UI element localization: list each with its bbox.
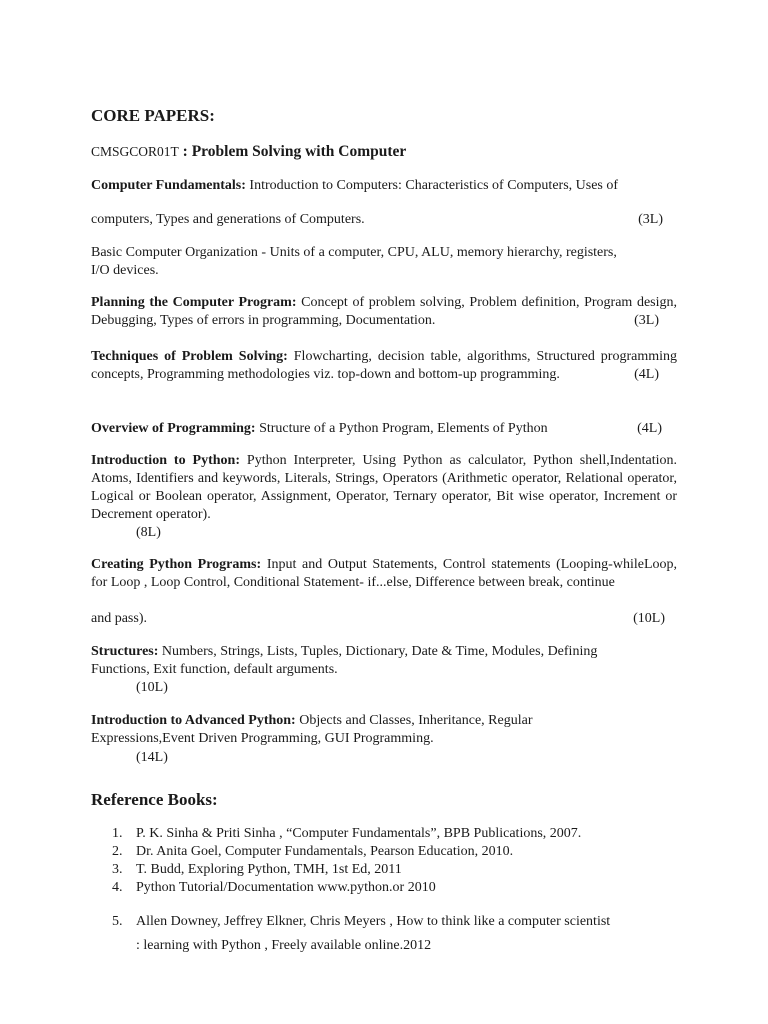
references-heading: Reference Books:: [91, 790, 218, 809]
list-text: T. Budd, Exploring Python, TMH, 1st Ed, 2011: [136, 862, 402, 877]
section-hours: (3L): [638, 212, 663, 227]
section-overview: [91, 420, 677, 438]
section-label: Techniques of Problem Solving:: [91, 349, 288, 364]
list-number: 2.: [112, 844, 123, 859]
section-hours: (8L): [136, 525, 161, 540]
course-code: CMSGCOR01T: [91, 144, 179, 159]
list-number: 5.: [112, 914, 123, 929]
section-text: Numbers, Strings, Lists, Tuples, Dictionary, Date & Time, Modules, Defining Functions, Exit function, default arguments.: [91, 644, 598, 677]
section-label: Planning the Computer Program:: [91, 295, 297, 310]
section-hours: (10L): [136, 680, 168, 695]
section-label: Overview of Programming:: [91, 421, 256, 436]
section-text: Concept of problem solving, Problem definition, Program design, Debugging, Types of errors in programming, Documentation.: [91, 295, 677, 328]
section-intro-python: [91, 452, 677, 524]
section-planning: [91, 294, 677, 330]
section-text: Flowcharting, decision table, algorithms, Structured programming concepts, Programming methodologies viz. top-down and bottom-up programming.: [91, 349, 677, 382]
section-organization: Basic Computer Organization - Units of a computer, CPU, ALU, memory hierarchy, registers,: [91, 245, 617, 260]
list-text: Dr. Anita Goel, Computer Fundamentals, Pearson Education, 2010.: [136, 844, 514, 859]
list-text: P. K. Sinha & Priti Sinha , “Computer Fundamentals”, BPB Publications, 2007.: [136, 826, 582, 841]
list-text-continued: : learning with Python , Freely available online.2012: [136, 938, 432, 953]
section-text: Structure of a Python Program, Elements of Python: [255, 421, 548, 436]
list-number: 4.: [112, 880, 123, 895]
section-hours: (3L): [634, 313, 659, 328]
list-number: 3.: [112, 862, 123, 877]
section-fundamentals-cont: [91, 211, 677, 229]
section-text: Python Interpreter, Using Python as calculator, Python shell,Indentation. Atoms, Identifiers and keywords, Literals, Strings, Operators (Arithmetic operator, Relational operator, Logical or Boolean operator, Assignment, Operator, Ternary operator, Bit wise operator, Increment or Decrement operator).: [91, 453, 677, 522]
section-organization-cont: I/O devices.: [91, 263, 159, 278]
section-label: Computer Fundamentals:: [91, 178, 246, 193]
course-name: Problem Solving with Computer: [191, 143, 407, 160]
list-number: 1.: [112, 826, 123, 841]
list-text: Allen Downey, Jeffrey Elkner, Chris Meyers , How to think like a computer scientist: [136, 914, 611, 929]
list-text: Python Tutorial/Documentation www.python.or 2010: [136, 880, 436, 895]
section-text: Introduction to Computers: Characteristics of Computers, Uses of: [245, 178, 619, 193]
section-text: Input and Output Statements, Control statements (Looping-whileLoop, for Loop , Loop Control, Conditional Statement- if...else, Difference between break, continue: [91, 557, 677, 590]
section-hours: (10L): [633, 611, 665, 626]
section-techniques: [91, 348, 677, 384]
section-creating: [91, 556, 677, 592]
section-text: computers, Types and generations of Computers.: [91, 212, 365, 227]
section-label: Creating Python Programs:: [91, 557, 262, 572]
course-title: [91, 143, 406, 162]
section-fundamentals: [91, 177, 677, 195]
section-advanced: [91, 712, 571, 748]
section-text: and pass).: [91, 611, 147, 626]
section-label: Introduction to Advanced Python:: [91, 713, 296, 728]
section-hours: (14L): [136, 750, 168, 765]
section-creating-end: [91, 610, 677, 628]
page-heading: CORE PAPERS:: [91, 106, 215, 125]
section-label: Introduction to Python:: [91, 453, 240, 468]
section-hours: (4L): [634, 367, 659, 382]
section-structures: [91, 643, 651, 679]
section-text: Objects and Classes, Inheritance, Regular Expressions,Event Driven Programming, GUI Programming.: [91, 713, 533, 746]
section-hours: (4L): [637, 421, 662, 436]
course-separator: :: [178, 143, 192, 160]
section-label: Structures:: [91, 644, 159, 659]
